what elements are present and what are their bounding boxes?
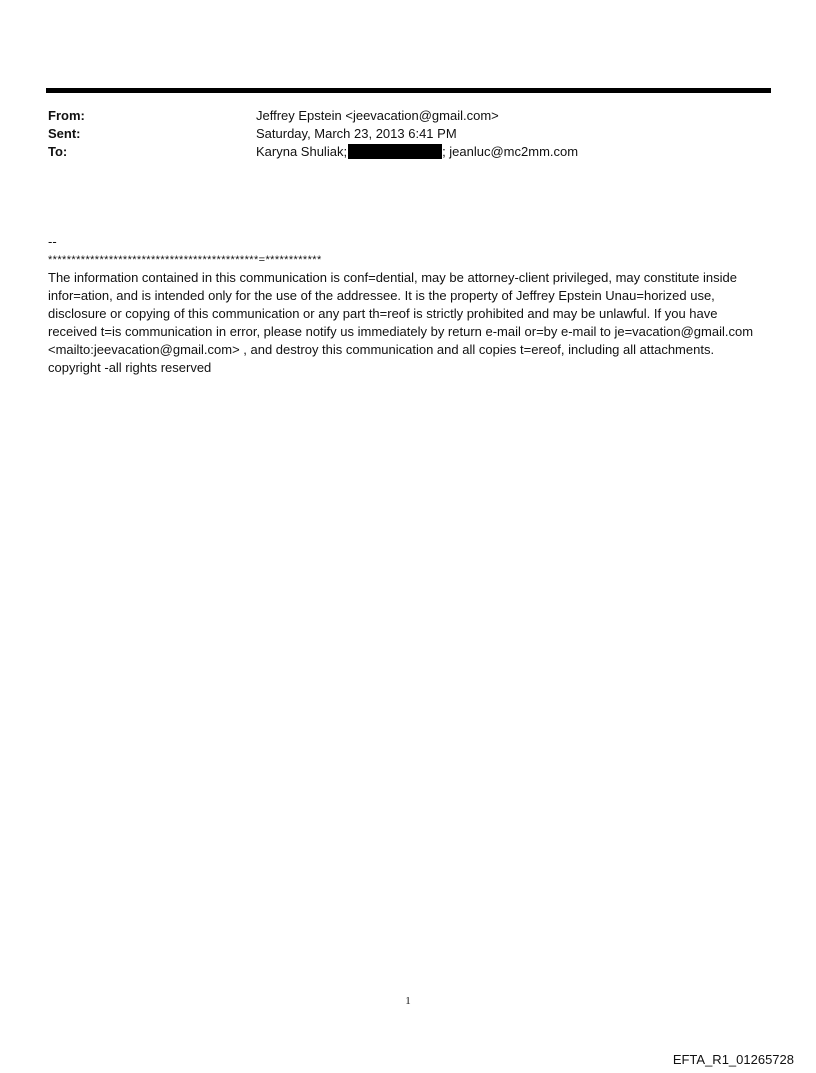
page-number: 1 (405, 995, 411, 1007)
to-label: To: (48, 144, 68, 159)
sent-row (48, 125, 768, 143)
email-body (48, 233, 760, 377)
to-recipient-2: ; jeanluc@mc2mm.com (442, 144, 579, 159)
to-row (48, 143, 768, 161)
sent-value: Saturday, March 23, 2013 6:41 PM (256, 126, 457, 141)
from-row (48, 107, 768, 125)
to-recipient-1: Karyna Shuliak; (256, 144, 348, 159)
sent-label: Sent: (48, 126, 81, 141)
confidentiality-disclaimer: The information contained in this communication is conf=dential, may be attorney-client privileged, may constitute inside infor=ation, and is intended only for the use of the addressee. It is the property of Jeffrey Epstein Unau=horized use, disclosure or copying of this communication or any part th=reof is strictly prohibited and may be unlawful. If you have received t=is communication in error, please notify us immediately by return e-mail or=by e-mail to je=vacation@gmail.com <mailto:jeevacation@gmail.com> , and destroy this communication and all copies t=ereof, including all attachments. copyright -all rights reserved (48, 270, 754, 375)
from-label: From: (48, 108, 85, 123)
from-value: Jeffrey Epstein <jeevacation@gmail.com> (256, 108, 499, 123)
header-divider (46, 88, 771, 93)
redaction-box (348, 144, 442, 159)
signature-separator: -- (48, 234, 57, 249)
document-id: EFTA_R1_01265728 (672, 1052, 794, 1067)
email-header (48, 107, 768, 161)
asterisk-separator: *********************************************=************ (48, 254, 322, 266)
to-value (256, 143, 578, 161)
